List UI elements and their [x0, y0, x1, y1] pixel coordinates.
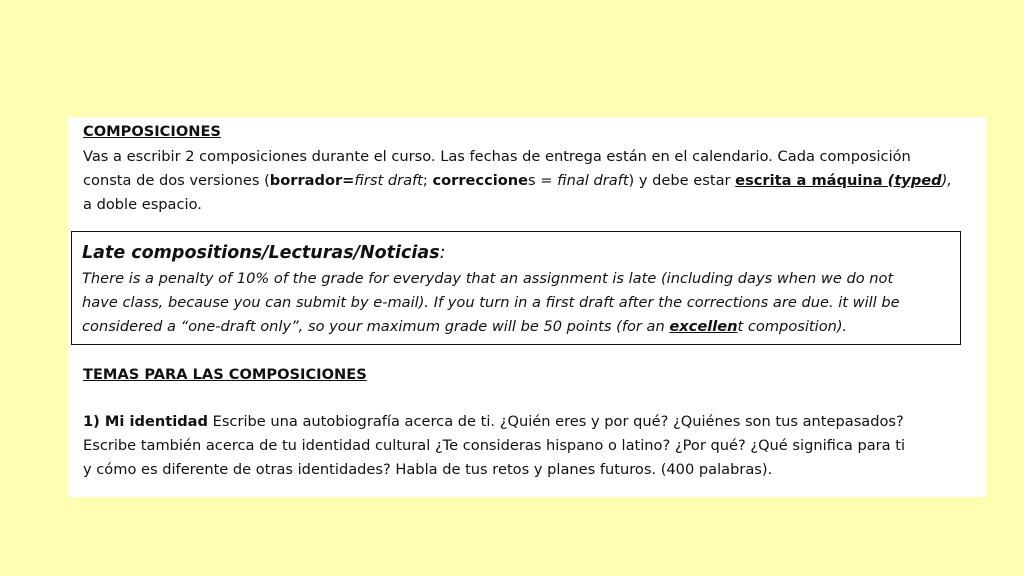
composiciones-paragraph-line-2: consta de dos versiones (borrador=first draft; correcciones = final draft) y debe estar escrita a máquina (typed),: [83, 172, 952, 189]
late-policy-line-3: considered a “one-draft only”, so your maximum grade will be 50 points (for an excellent composition).: [82, 318, 848, 335]
document-page: [67, 117, 986, 497]
composiciones-paragraph-line-1: Vas a escribir 2 composiciones durante el curso. Las fechas de entrega están en el calendario. Cada composición: [83, 148, 911, 165]
tema-1-line-1: 1) Mi identidad Escribe una autobiografía acerca de ti. ¿Quién eres y por qué? ¿Quiénes son tus antepasados?: [83, 413, 904, 430]
late-policy-line-2: have class, because you can submit by e-mail). If you turn in a first draft after the corrections are due. it will be: [82, 294, 900, 311]
tema-1-line-2: Escribe también acerca de tu identidad cultural ¿Te consideras hispano o latino? ¿Por qué? ¿Qué significa para ti: [83, 437, 906, 454]
section-heading-temas: TEMAS PARA LAS COMPOSICIONES: [83, 366, 367, 383]
late-policy-box: [71, 231, 961, 345]
late-policy-line-1: There is a penalty of 10% of the grade for everyday that an assignment is late (including days when we do not: [82, 270, 894, 287]
late-policy-title: Late compositions/Lecturas/Noticias:: [82, 243, 446, 263]
composiciones-paragraph-line-3: a doble espacio.: [83, 196, 202, 213]
section-heading-composiciones: COMPOSICIONES: [83, 123, 221, 140]
tema-1-line-3: y cómo es diferente de otras identidades? Habla de tus retos y planes futuros. (400 palabras).: [83, 461, 773, 478]
